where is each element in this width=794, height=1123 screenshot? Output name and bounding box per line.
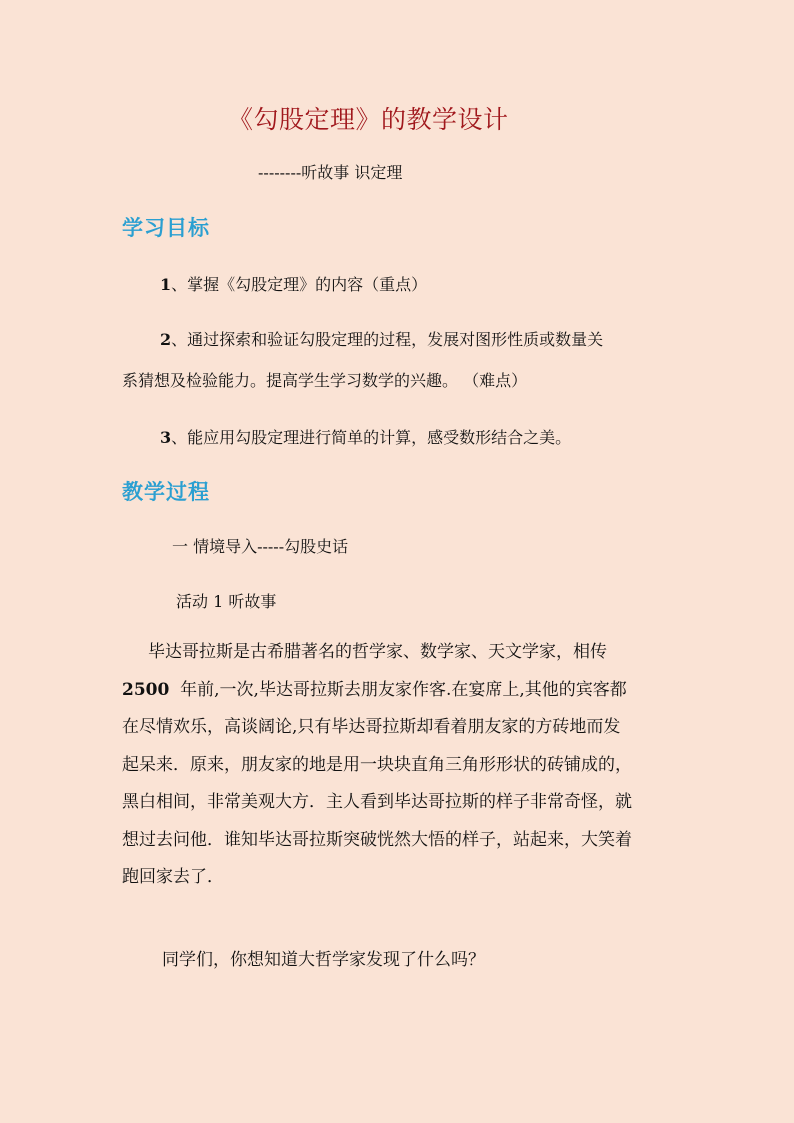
story-line bbox=[122, 672, 682, 710]
objective-number: 2 bbox=[160, 330, 172, 349]
story-line: 在尽情欢乐，高谈阔论,只有毕达哥拉斯却看着朋友家的方砖地而发 bbox=[122, 717, 621, 737]
question-line: 同学们，你想知道大哲学家发现了什么吗？ bbox=[162, 950, 485, 970]
objective-1 bbox=[160, 272, 427, 295]
objective-text: 、能应用勾股定理进行简单的计算，感受数形结合之美。 bbox=[171, 428, 572, 447]
document-title: 《勾股定理》的教学设计 bbox=[228, 105, 509, 134]
heading-objectives: 学习目标 bbox=[122, 216, 210, 240]
activity-label: 活动 1 听故事 bbox=[176, 592, 277, 611]
objective-text: 、掌握《勾股定理》的内容（重点） bbox=[171, 275, 428, 294]
story-paragraph bbox=[122, 634, 682, 897]
story-year: 2500 bbox=[122, 679, 170, 700]
story-line: 想过去问他．谁知毕达哥拉斯突破恍然大悟的样子，站起来，大笑着 bbox=[122, 829, 632, 850]
objective-text: 、通过探索和验证勾股定理的过程，发展对图形性质或数量关 bbox=[171, 330, 604, 349]
story-line: 黑白相间，非常美观大方．主人看到毕达哥拉斯的样子非常奇怪，就 bbox=[122, 792, 632, 812]
objective-number: 3 bbox=[160, 428, 172, 447]
objective-2-continued bbox=[122, 368, 527, 391]
objective-2 bbox=[160, 327, 603, 350]
objective-number: 1 bbox=[160, 275, 172, 294]
story-line: 毕达哥拉斯是古希腊著名的哲学家、数学家、天文学家，相传 bbox=[148, 642, 607, 662]
heading-process: 教学过程 bbox=[122, 480, 210, 504]
story-line-text: 年前,一次,毕达哥拉斯去朋友家作客.在宴席上,其他的宾客都 bbox=[169, 679, 627, 700]
story-line: 跑回家去了． bbox=[122, 867, 224, 887]
document-subtitle: --------听故事 识定理 bbox=[258, 163, 403, 182]
story-line: 起呆来．原来，朋友家的地是用一块块直角三角形形状的砖铺成的， bbox=[122, 754, 632, 775]
process-step-1: 一 情境导入-----勾股史话 bbox=[172, 537, 349, 556]
objective-text: 系猜想及检验能力。提高学生学习数学的兴趣。 （难点） bbox=[122, 371, 528, 390]
objective-3 bbox=[160, 425, 571, 448]
